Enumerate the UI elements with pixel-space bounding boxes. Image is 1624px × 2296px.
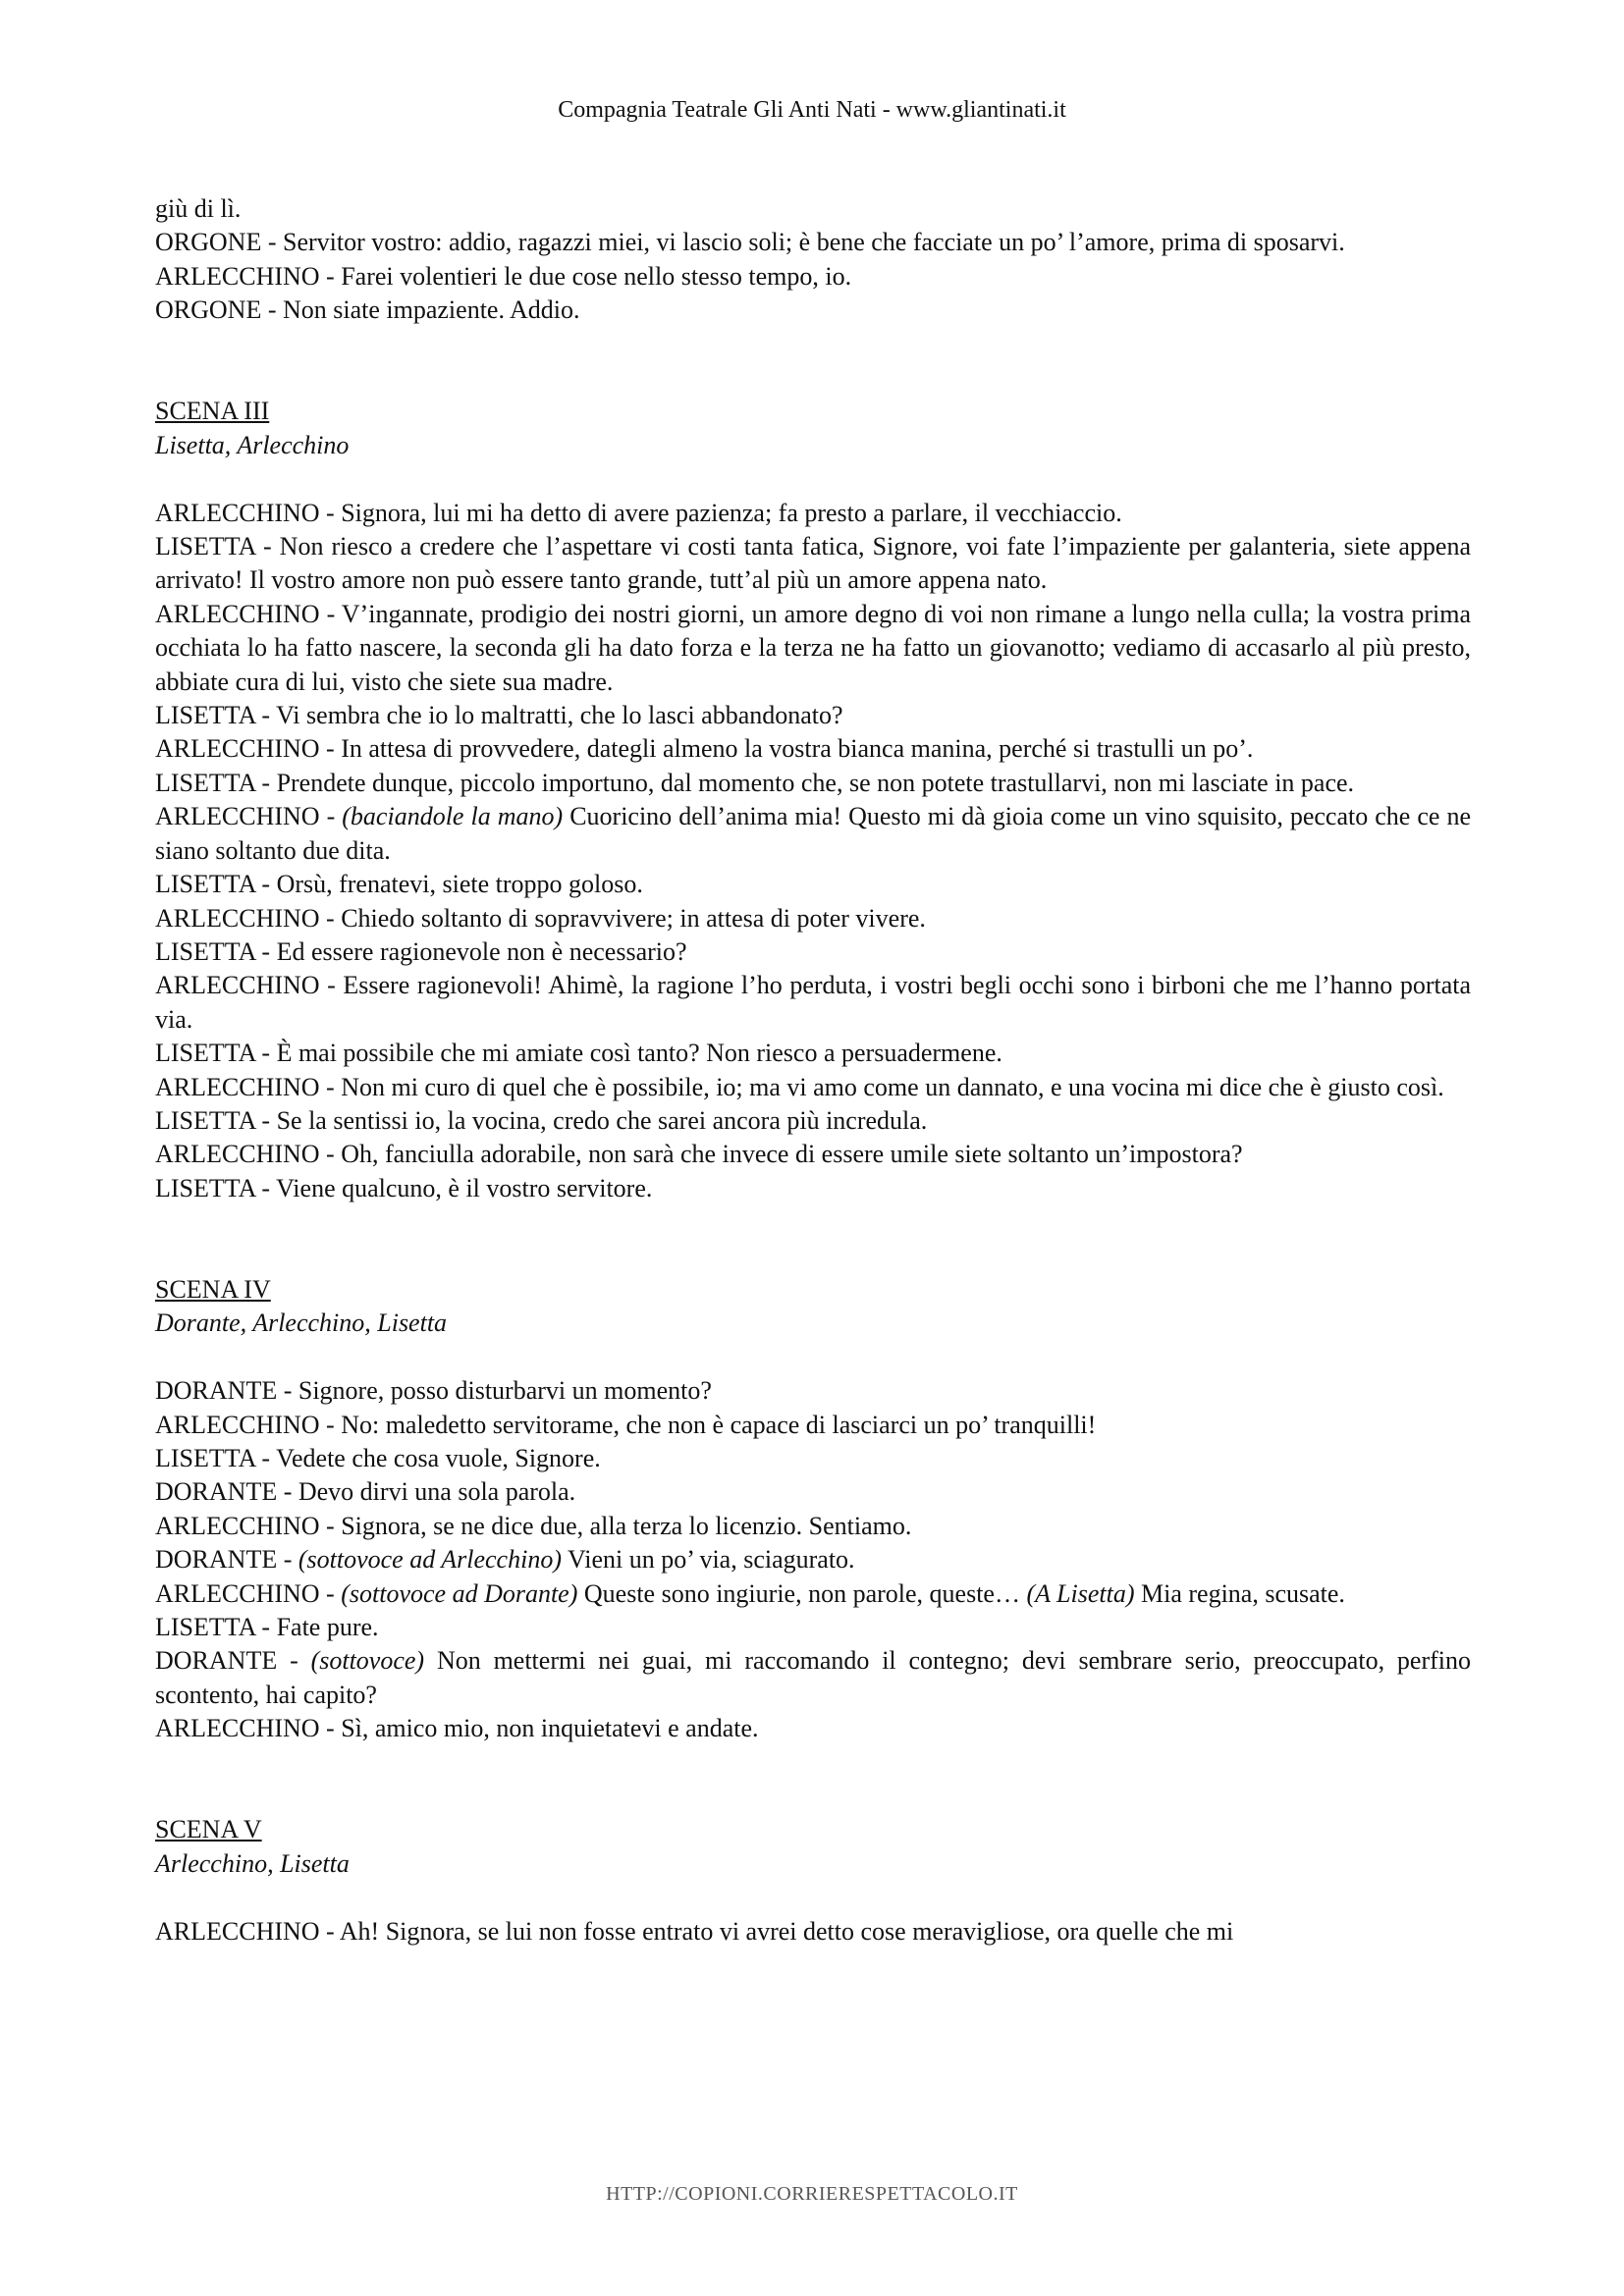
dialogue-line: LISETTA - Fate pure. xyxy=(155,1613,379,1641)
dialogue-line: ARLECCHINO - Non mi curo di quel che è possibile, io; ma vi amo come un dannato, e una vocina mi dice che è giusto così. xyxy=(155,1072,1444,1101)
dialogue-line: LISETTA - Ed essere ragionevole non è necessario? xyxy=(155,936,687,966)
script-body xyxy=(155,192,1471,1949)
spacer xyxy=(155,328,1471,396)
stage-direction: (sottovoce ad Arlecchino) xyxy=(298,1545,562,1575)
dialogue-line: LISETTA - Viene qualcuno, è il vostro servitore. xyxy=(155,1173,653,1202)
dialogue-line: ARLECCHINO - No: maledetto servitorame, che non è capace di lasciarci un po’ tranquilli! xyxy=(155,1410,1097,1439)
dialogue-line: LISETTA - Vi sembra che io lo maltratti, che lo lasci abbandonato? xyxy=(155,701,843,730)
dialogue-line xyxy=(155,1644,1471,1712)
dialogue-line: ARLECCHINO - V’ingannate, prodigio dei nostri giorni, un amore degno di voi non rimane a lungo nella culla; la vostra prima occhiata lo ha fatto nascere, la seconda gli ha dato forza e la terza ne ha fatto un giovanotto; vediamo di accasarlo al più presto, abbiate cura di lui, visto che siete sua madre. xyxy=(155,599,1471,696)
scene-cast: Dorante, Arlecchino, Lisetta xyxy=(155,1308,448,1338)
speaker: DORANTE - xyxy=(155,1545,298,1575)
dialogue-line: ORGONE - Servitor vostro: addio, ragazzi miei, vi lascio soli; è bene che facciate un po’ l’amore, prima di sposarvi. xyxy=(155,228,1345,257)
dialogue-line: ARLECCHINO - Signora, lui mi ha detto di avere pazienza; fa presto a parlare, il vecchiaccio. xyxy=(155,498,1122,527)
dialogue-line: ARLECCHINO - Sì, amico mio, non inquietatevi e andate. xyxy=(155,1714,759,1743)
speaker: ARLECCHINO - xyxy=(155,1578,342,1608)
dialogue-line: LISETTA - È mai possibile che mi amiate così tanto? Non riesco a persuadermene. xyxy=(155,1039,1002,1068)
dialogue-line xyxy=(155,1543,1471,1576)
dialogue-line: ARLECCHINO - Oh, fanciulla adorabile, non sarà che invece di essere umile siete soltanto un’impostora? xyxy=(155,1140,1243,1169)
scene-title: SCENA IV xyxy=(155,1274,271,1304)
dialogue-text: Mia regina, scusate. xyxy=(1134,1578,1345,1608)
dialogue-line xyxy=(155,800,1471,868)
dialogue-line: LISETTA - Prendete dunque, piccolo importuno, dal momento che, se non potete trastullarvi, non mi lasciate in pace. xyxy=(155,768,1355,797)
stage-direction: (sottovoce) xyxy=(310,1646,425,1676)
stage-direction: (sottovoce ad Dorante) xyxy=(341,1578,578,1608)
scene-cast: Lisetta, Arlecchino xyxy=(155,430,350,459)
scene-cast: Arlecchino, Lisetta xyxy=(155,1848,350,1878)
dialogue-line: giù di lì. xyxy=(155,194,242,223)
dialogue-line: ARLECCHINO - In attesa di provvedere, dategli almeno la vostra bianca manina, perché si trastulli un po’. xyxy=(155,734,1254,764)
dialogue-text: Vieni un po’ via, sciagurato. xyxy=(561,1545,855,1575)
dialogue-line: ARLECCHINO - Farei volentieri le due cose nello stesso tempo, io. xyxy=(155,261,852,291)
page-footer-url[interactable]: HTTP://COPIONI.CORRIERESPETTACOLO.IT xyxy=(606,2183,1018,2205)
stage-direction: (A Lisetta) xyxy=(1026,1578,1135,1608)
dialogue-line: ARLECCHINO - Chiedo soltanto di sopravvivere; in attesa di poter vivere. xyxy=(155,903,926,933)
dialogue-line: ORGONE - Non siate impaziente. Addio. xyxy=(155,295,580,325)
speaker: ARLECCHINO - xyxy=(155,802,343,831)
speaker: DORANTE - xyxy=(155,1646,311,1676)
stage-direction: (baciandole la mano) xyxy=(342,802,564,831)
spacer xyxy=(155,1746,1471,1814)
dialogue-line: DORANTE - Devo dirvi una sola parola. xyxy=(155,1477,576,1507)
scene-title: SCENA V xyxy=(155,1815,262,1844)
dialogue-line: ARLECCHINO - Ah! Signora, se lui non fosse entrato vi avrei detto cose meravigliose, ora quelle che mi xyxy=(155,1916,1234,1946)
spacer xyxy=(155,1881,1471,1914)
spacer xyxy=(155,1341,1471,1374)
dialogue-line: DORANTE - Signore, posso disturbarvi un momento? xyxy=(155,1376,712,1406)
dialogue-line xyxy=(155,1577,1471,1611)
dialogue-text: Queste sono ingiurie, non parole, queste… xyxy=(577,1578,1027,1608)
dialogue-line: LISETTA - Non riesco a credere che l’aspettare vi costi tanta fatica, Signore, voi fate l’impaziente per galanteria, siete appena arrivato! Il vostro amore non può essere tanto grande, tutt’al più un amore appena nato. xyxy=(155,532,1471,595)
page-header: Compagnia Teatrale Gli Anti Nati - www.gliantinati.it xyxy=(558,97,1066,123)
dialogue-line: LISETTA - Orsù, frenatevi, siete troppo goloso. xyxy=(155,870,643,899)
dialogue-line: ARLECCHINO - Essere ragionevoli! Ahimè, la ragione l’ho perduta, i vostri begli occhi sono i birboni che me l’hanno portata via. xyxy=(155,971,1471,1034)
dialogue-text: Cuoricino dell’anima mia! Questo mi dà gioia come un vino squisito, peccato che ce ne siano soltanto due dita. xyxy=(155,802,1471,865)
dialogue-text: Non mettermi nei guai, mi raccomando il contegno; devi sembrare serio, preoccupato, perfino scontento, hai capito? xyxy=(155,1646,1471,1709)
dialogue-line: LISETTA - Se la sentissi io, la vocina, credo che sarei ancora più incredula. xyxy=(155,1105,928,1135)
spacer xyxy=(155,1205,1471,1273)
scene-title: SCENA III xyxy=(155,397,270,426)
spacer xyxy=(155,462,1471,496)
dialogue-line: ARLECCHINO - Signora, se ne dice due, alla terza lo licenzio. Sentiamo. xyxy=(155,1511,912,1540)
dialogue-line: LISETTA - Vedete che cosa vuole, Signore. xyxy=(155,1443,601,1472)
